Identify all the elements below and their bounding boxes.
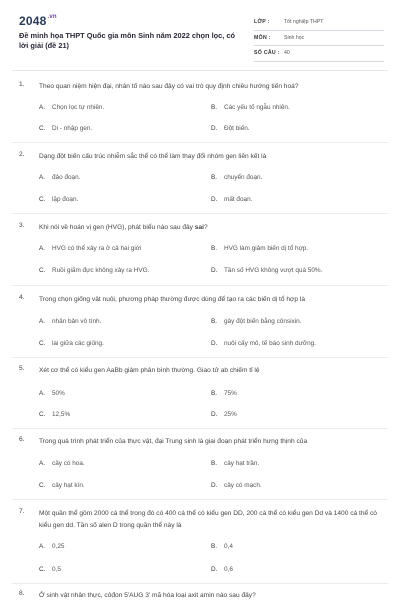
meta-key: LỚP : <box>254 19 270 26</box>
option-text: Các yếu tố ngẫu nhiên. <box>224 104 290 111</box>
option-d[interactable] <box>211 566 233 573</box>
option-letter: D. <box>211 125 218 132</box>
option-text: Ruồi giấm đực không xảy ra HVG. <box>52 267 150 274</box>
option-text: 0,25 <box>52 543 65 550</box>
option-letter: B. <box>211 245 218 252</box>
option-c[interactable] <box>39 482 85 489</box>
option-letter: C. <box>39 566 46 573</box>
meta-value: Tốt nghiệp THPT <box>284 19 324 26</box>
option-text: đảo đoạn. <box>52 174 81 181</box>
question-text-emphasis: sai <box>194 224 204 231</box>
question-text-part: ? <box>203 224 208 231</box>
option-text: 0,6 <box>224 566 233 573</box>
option-text: cây có mạch. <box>224 482 262 489</box>
question-text: Trong chọn giống vật nuôi, phương pháp thường được dùng để tạo ra các biến dị tổ hợp là <box>39 296 306 303</box>
option-d[interactable] <box>211 196 252 203</box>
option-letter: D. <box>211 196 218 203</box>
option-text: Tần số HVG không vượt quá 50%. <box>224 267 323 274</box>
option-letter: D. <box>211 340 218 347</box>
option-d[interactable] <box>211 411 237 418</box>
option-text: HVG có thể xảy ra ở cả hai giới <box>52 245 142 252</box>
option-d[interactable] <box>211 125 250 132</box>
option-text: Đột biến. <box>224 125 250 132</box>
option-d[interactable] <box>211 340 316 347</box>
option-c[interactable] <box>39 411 70 418</box>
option-letter: A. <box>39 543 46 550</box>
document-header <box>0 0 400 66</box>
option-a[interactable] <box>39 245 141 252</box>
option-b[interactable] <box>211 543 233 550</box>
option-letter: B. <box>211 318 218 325</box>
option-text: 75% <box>224 390 237 397</box>
option-text: 50% <box>52 390 65 397</box>
option-letter: C. <box>39 267 46 274</box>
option-text: nhân bản vô tính. <box>52 318 102 325</box>
meta-value: Sinh học <box>284 34 305 41</box>
option-a[interactable] <box>39 390 65 397</box>
option-text: cây hạt trần. <box>224 460 260 467</box>
header-divider <box>12 70 388 71</box>
logo-suffix: .vn <box>47 14 57 20</box>
question-number: 6. <box>19 436 25 443</box>
option-c[interactable] <box>39 340 104 347</box>
meta-value: 40 <box>284 50 290 57</box>
question-text: Dạng đột biến cấu trúc nhiễm sắc thể có thể làm thay đổi nhóm gen liên kết là <box>39 153 267 160</box>
question-text-part: Khi nói về hoán vị gen (HVG), phát biểu nào sau đây <box>39 224 195 231</box>
option-letter: A. <box>39 174 46 181</box>
option-letter: A. <box>39 318 46 325</box>
option-letter: B. <box>211 543 218 550</box>
option-b[interactable] <box>211 390 237 397</box>
option-letter: D. <box>211 482 218 489</box>
option-letter: B. <box>211 460 218 467</box>
option-a[interactable] <box>39 318 101 325</box>
option-a[interactable] <box>39 174 80 181</box>
question-text: Một quần thể gồm 2000 cá thể trong đó có 400 cá thể có kiểu gen DD, 200 cá thể có kiểu gen Dd và 1400 cá thể có kiểu gen dd. Tần số alen D trong quần thể này là <box>39 510 377 529</box>
option-letter: C. <box>39 482 46 489</box>
option-letter: A. <box>39 245 46 252</box>
meta-key: SỐ CÂU : <box>254 50 280 57</box>
option-text: 0,5 <box>52 566 61 573</box>
option-letter: D. <box>211 411 218 418</box>
question-separator <box>12 285 388 286</box>
option-letter: D. <box>211 566 218 573</box>
option-text: Di - nhập gen. <box>52 125 93 132</box>
option-letter: C. <box>39 125 46 132</box>
option-d[interactable] <box>211 267 322 274</box>
meta-row-subject <box>254 31 384 47</box>
option-b[interactable] <box>211 245 308 252</box>
question-number: 1. <box>19 81 25 88</box>
question-number: 7. <box>19 508 25 515</box>
question-text <box>39 222 384 234</box>
option-text: cây hạt kín. <box>52 482 85 489</box>
option-text: lai giữa các giống. <box>52 340 104 347</box>
meta-row-class <box>254 15 384 31</box>
option-text: Chọn lọc tự nhiên. <box>52 104 105 111</box>
question-separator <box>12 357 388 358</box>
question-separator <box>12 142 388 143</box>
option-letter: D. <box>211 267 218 274</box>
option-letter: C. <box>39 340 46 347</box>
option-letter: C. <box>39 411 46 418</box>
question-number: 4. <box>19 294 25 301</box>
option-c[interactable] <box>39 196 78 203</box>
option-c[interactable] <box>39 566 61 573</box>
option-letter: B. <box>211 390 218 397</box>
option-text: cây có hoa. <box>52 460 85 467</box>
option-text: nuôi cấy mô, tế bào sinh dưỡng. <box>224 340 316 347</box>
question-separator <box>12 583 388 584</box>
option-letter: A. <box>39 390 46 397</box>
option-letter: A. <box>39 460 46 467</box>
option-text: gây đột biến bằng cônsixin. <box>224 318 302 325</box>
option-b[interactable] <box>211 318 301 325</box>
question-number: 8. <box>19 590 25 597</box>
question-separator <box>12 428 388 429</box>
question-separator <box>12 499 388 500</box>
document-title: Đề minh họa THPT Quốc gia môn Sinh năm 2022 chọn lọc, có lời giải (đề 21) <box>19 31 236 50</box>
option-b[interactable] <box>211 104 290 111</box>
meta-key: MÔN : <box>254 34 271 41</box>
document-meta <box>254 15 384 62</box>
option-text: 0,4 <box>224 543 233 550</box>
option-text: lặp đoạn. <box>52 196 79 203</box>
logo-text: 2048 <box>19 14 47 28</box>
option-text: mất đoạn. <box>224 196 253 203</box>
option-text: 25% <box>224 411 237 418</box>
site-logo[interactable] <box>19 14 57 28</box>
meta-row-count <box>254 46 384 62</box>
option-letter: A. <box>39 104 46 111</box>
question-number: 5. <box>19 365 25 372</box>
option-b[interactable] <box>211 174 262 181</box>
question-text: Xét cơ thể có kiểu gen AaBb giảm phân bình thường. Giao tử ab chiếm tỉ lệ <box>39 367 260 374</box>
option-letter: B. <box>211 104 218 111</box>
option-text: 12,5% <box>52 411 71 418</box>
option-d[interactable] <box>211 482 262 489</box>
option-text: HVG làm giảm biến dị tổ hợp. <box>224 245 309 252</box>
option-a[interactable] <box>39 104 104 111</box>
question-number: 2. <box>19 151 25 158</box>
option-a[interactable] <box>39 543 64 550</box>
option-letter: C. <box>39 196 46 203</box>
option-a[interactable] <box>39 460 85 467</box>
option-text: chuyển đoạn. <box>224 174 263 181</box>
question-text: Theo quan niệm hiện đại, nhân tố nào sau đây có vai trò quy định chiều hướng tiến hoá? <box>39 83 299 90</box>
question-text: Trong quá trình phát triển của thực vật, đại Trung sinh là giai đoạn phát triển hưng thịnh của <box>39 438 308 445</box>
option-b[interactable] <box>211 460 259 467</box>
question-text: Ở sinh vật nhân thực, côđon 5'AUG 3' mã hóa loại axit amin nào sau đây? <box>39 592 256 599</box>
option-c[interactable] <box>39 125 92 132</box>
question-separator <box>12 213 388 214</box>
option-letter: B. <box>211 174 218 181</box>
question-number: 3. <box>19 222 25 229</box>
option-c[interactable] <box>39 267 149 274</box>
